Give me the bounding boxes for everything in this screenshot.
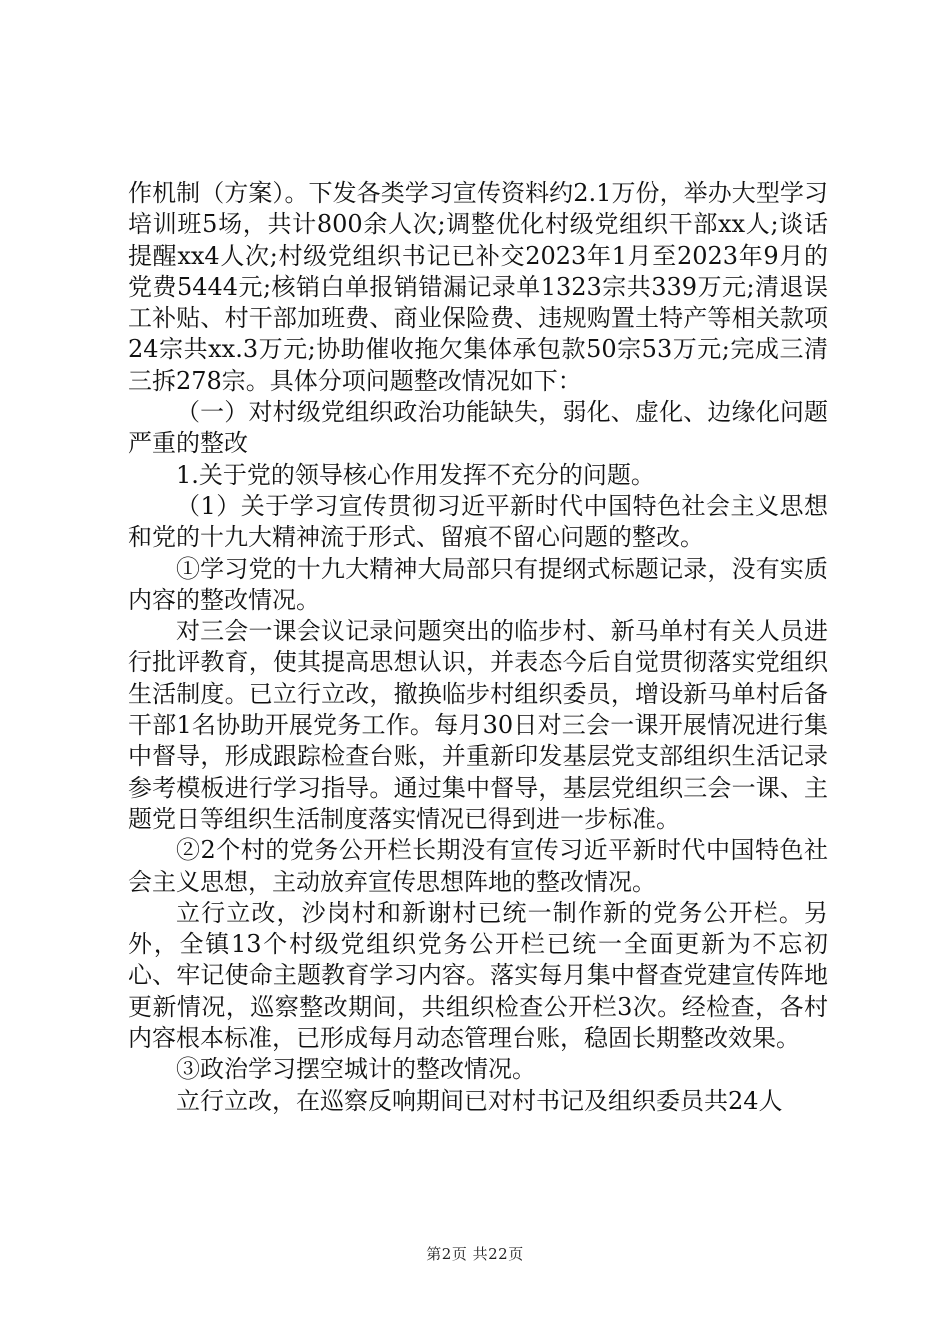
issue-heading-2: ②2个村的党务公开栏长期没有宣传习近平新时代中国特色社会主义思想，主动放弃宣传思想阵地的整改情况。 xyxy=(128,836,828,896)
section-heading-1: （一）对村级党组织政治功能缺失，弱化、虚化、边缘化问题严重的整改 xyxy=(128,398,828,458)
paragraph-rectification-3: 立行立改，在巡察反响期间已对村书记及组织委员共24人 xyxy=(176,1086,783,1115)
page-footer xyxy=(0,1243,950,1264)
page-number-label: 第2页 共22页 xyxy=(426,1245,524,1263)
document-body xyxy=(128,178,828,1117)
issue-heading-3: ③政治学习摆空城计的整改情况。 xyxy=(176,1055,536,1084)
item-heading-1: （1）关于学习宣传贯彻习近平新时代中国特色社会主义思想和党的十九大精神流于形式、留痕不留心问题的整改。 xyxy=(128,491,828,552)
subsection-heading-1: 1.关于党的领导核心作用发挥不充分的问题。 xyxy=(176,460,655,489)
paragraph-intro-continuation: 作机制（方案）。下发各类学习宣传资料约2.1万份，举办大型学习培训班5场，共计800余人次;调整优化村级党组织干部xx人;谈话提醒xx4人次;村级党组织书记已补交2023年1月至2023年9月的党费5444元;核销白单报销错漏记录单1323宗共339万元;清退误工补贴、村干部加班费、商业保险费、违规购置土特产等相关款项24宗共xx.3万元;协助催收拖欠集体承包款50宗53万元;完成三清三拆278宗。具体分项问题整改情况如下： xyxy=(128,179,828,395)
issue-heading-1: ①学习党的十九大精神大局部只有提纲式标题记录，没有实质内容的整改情况。 xyxy=(128,554,828,614)
paragraph-rectification-1: 对三会一课会议记录问题突出的临步村、新马单村有关人员进行批评教育，使其提高思想认识，并表态今后自觉贯彻落实党组织生活制度。已立行立改，撤换临步村组织委员，增设新马单村后备干部1名协助开展党务工作。每月30日对三会一课开展情况进行集中督导，形成跟踪检查台账，并重新印发基层党支部组织生活记录参考模板进行学习指导。通过集中督导，基层党组织三会一课、主题党日等组织生活制度落实情况已得到进一步标准。 xyxy=(128,617,828,833)
paragraph-rectification-2: 立行立改，沙岗村和新谢村已统一制作新的党务公开栏。另外，全镇13个村级党组织党务公开栏已统一全面更新为不忘初心、牢记使命主题教育学习内容。落实每月集中督查党建宣传阵地更新情况，巡察整改期间，共组织检查公开栏3次。经检查，各村内容根本标准，已形成每月动态管理台账，稳固长期整改效果。 xyxy=(128,898,828,1053)
